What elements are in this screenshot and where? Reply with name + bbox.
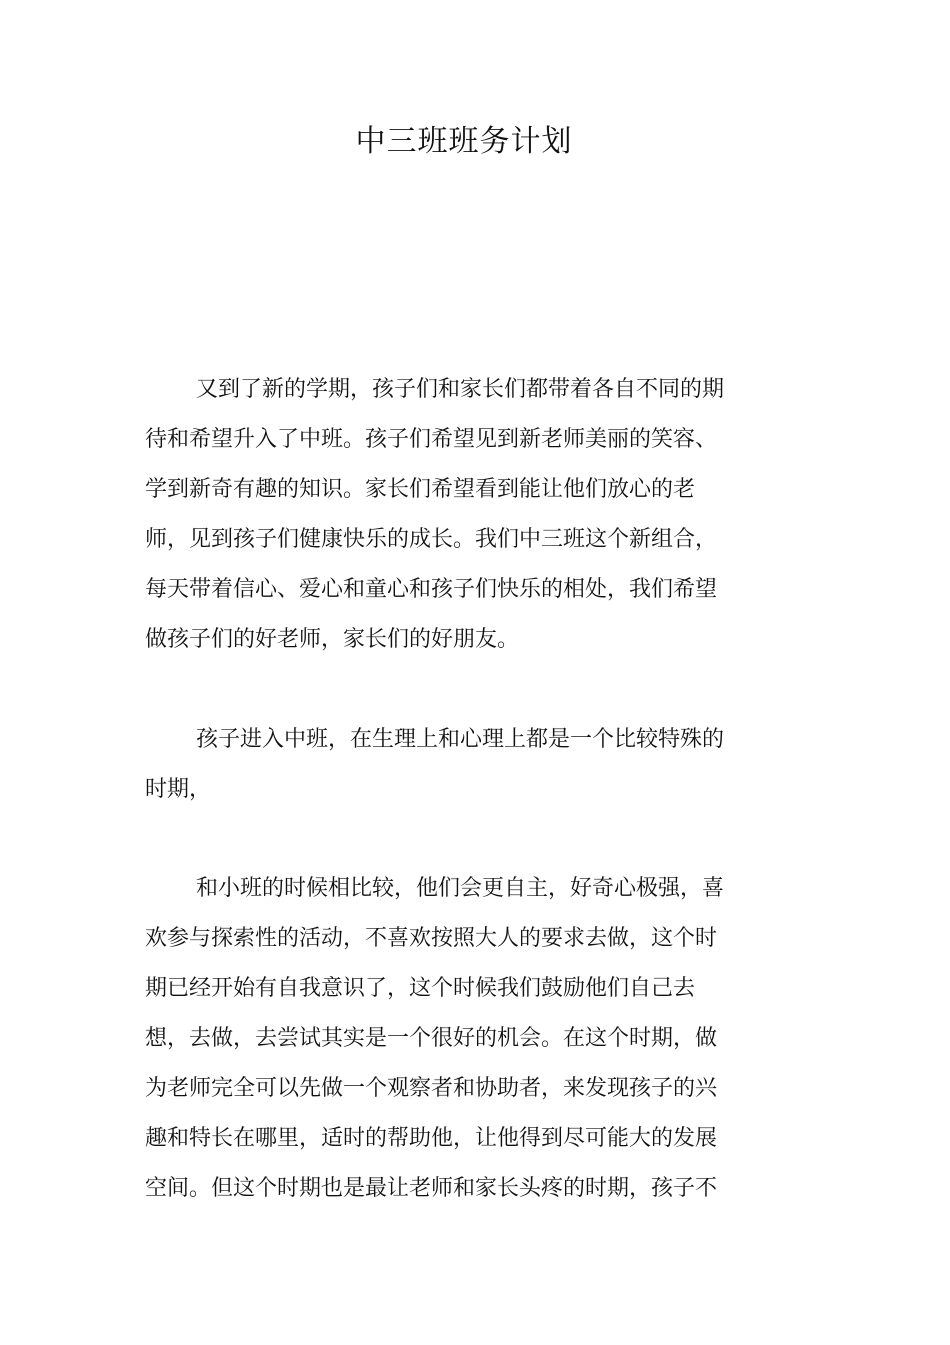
paragraph-line: 又到了新的学期，孩子们和家长们都带着各自不同的期 <box>196 377 725 402</box>
paragraph-line: 为老师完全可以先做一个观察者和协助者，来发现孩子的兴 <box>145 1076 718 1101</box>
paragraph-line: 每天带着信心、爱心和童心和孩子们快乐的相处，我们希望 <box>145 577 718 602</box>
paragraph-line: 和小班的时候相比较，他们会更自主，好奇心极强，喜 <box>196 876 725 901</box>
paragraph-line: 时期， <box>145 777 212 802</box>
paragraph-line: 待和希望升入了中班。孩子们希望见到新老师美丽的笑容、 <box>145 427 718 452</box>
paragraph-line: 想，去做，去尝试其实是一个很好的机会。在这个时期，做 <box>145 1026 718 1051</box>
paragraph-line: 师，见到孩子们健康快乐的成长。我们中三班这个新组合， <box>145 527 718 552</box>
paragraph-comparison <box>145 864 745 1214</box>
paragraph-line: 做孩子们的好老师，家长们的好朋友。 <box>145 627 520 652</box>
paragraph-line: 空间。但这个时期也是最让老师和家长头疼的时期，孩子不 <box>145 1176 718 1201</box>
paragraph-line: 学到新奇有趣的知识。家长们希望看到能让他们放心的老 <box>145 477 696 502</box>
paragraph-line: 孩子进入中班，在生理上和心理上都是一个比较特殊的 <box>196 727 725 752</box>
paragraph-line: 趣和特长在哪里，适时的帮助他，让他得到尽可能大的发展 <box>145 1126 718 1151</box>
paragraph-line: 欢参与探索性的活动，不喜欢按照大人的要求去做，这个时 <box>145 926 718 951</box>
paragraph-middle-class-period <box>145 715 745 815</box>
paragraph-line: 期已经开始有自我意识了，这个时候我们鼓励他们自己去 <box>145 976 696 1001</box>
paragraph-intro <box>145 365 745 665</box>
page-title: 中三班班务计划 <box>355 124 573 159</box>
